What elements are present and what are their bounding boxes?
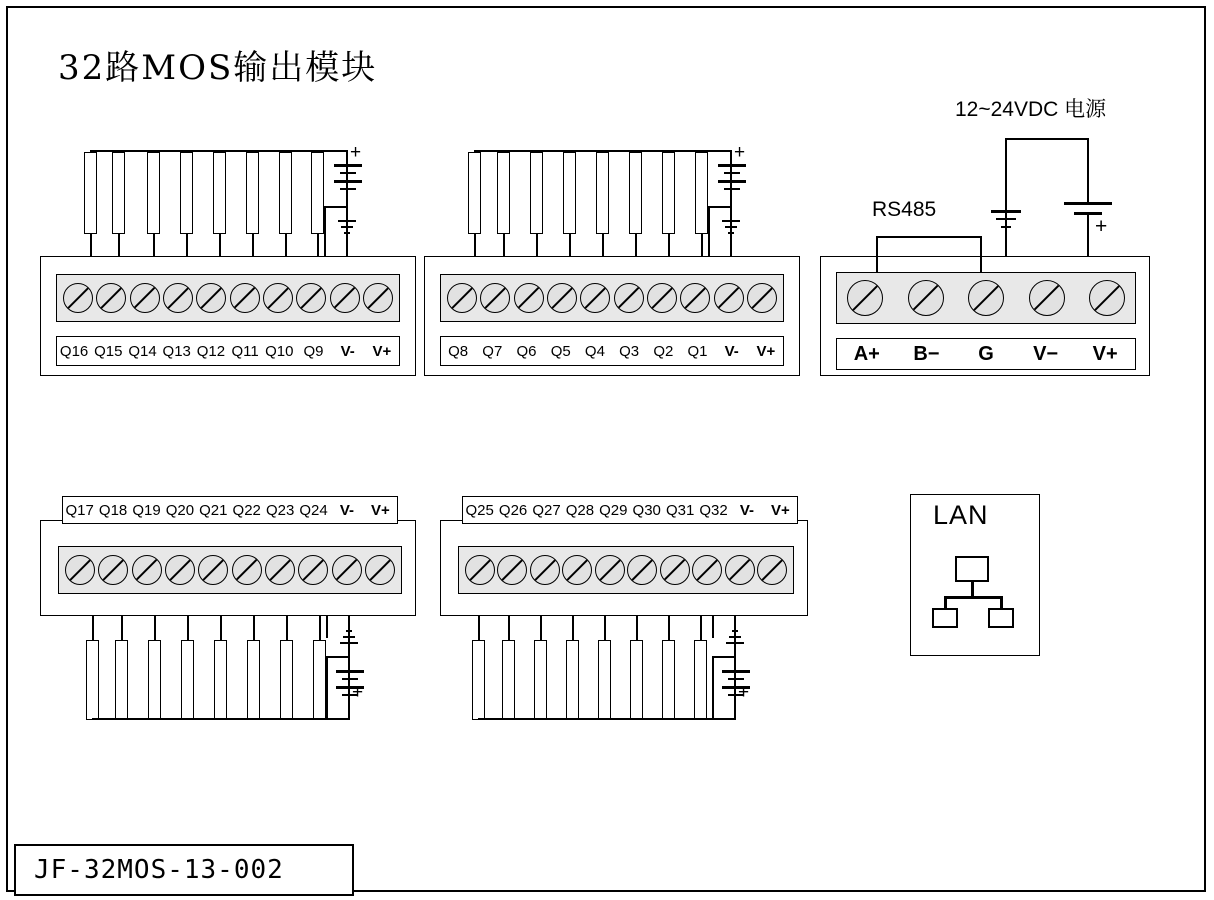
terminal-label: Q17 — [65, 501, 94, 519]
drop-wire — [118, 234, 120, 258]
load-lead — [180, 152, 193, 234]
load-lead — [468, 152, 481, 234]
load-lead — [534, 640, 547, 720]
terminal-label: Q13 — [162, 342, 191, 360]
bus-wire — [478, 718, 736, 720]
load-lead — [148, 640, 161, 720]
screw-row-q17-q24 — [58, 546, 402, 594]
screw-terminal[interactable] — [296, 283, 326, 313]
supply-wire — [730, 150, 732, 258]
terminal-labels-power-rs485 — [836, 338, 1136, 370]
drop-wire — [508, 616, 510, 640]
terminal-label: V- — [340, 342, 355, 360]
terminal-label: Q31 — [665, 501, 695, 519]
terminal-label: Q18 — [98, 501, 128, 519]
ground-icon — [996, 218, 1016, 220]
screw-terminal[interactable] — [714, 283, 744, 313]
terminal-label: Q19 — [132, 501, 161, 519]
screw-terminal[interactable] — [132, 555, 162, 585]
lan-label: LAN — [933, 500, 989, 530]
drop-wire — [252, 234, 254, 258]
load-lead — [662, 640, 675, 720]
screw-row-q16-q9 — [56, 274, 400, 322]
drop-wire — [92, 616, 94, 640]
terminal-labels-q17-q24 — [62, 496, 398, 524]
drop-wire — [876, 256, 878, 272]
screw-terminal[interactable] — [196, 283, 226, 313]
screw-terminal[interactable] — [968, 280, 1004, 316]
screw-terminal[interactable] — [647, 283, 677, 313]
network-icon-node — [988, 608, 1014, 628]
load-lead — [280, 640, 293, 720]
terminal-label: Q2 — [653, 342, 674, 360]
terminal-label: Q26 — [498, 501, 528, 519]
terminal-label: Q16 — [59, 342, 89, 360]
terminal-label: Q21 — [199, 501, 228, 519]
screw-terminal[interactable] — [65, 555, 95, 585]
drop-wire — [503, 234, 505, 258]
terminal-label: Q32 — [699, 501, 728, 519]
load-lead — [598, 640, 611, 720]
load-lead — [181, 640, 194, 720]
drop-wire — [90, 234, 92, 258]
ground-icon — [991, 210, 1021, 213]
load-lead — [247, 640, 260, 720]
drop-wire — [668, 616, 670, 640]
drop-wire — [636, 616, 638, 640]
screw-terminal[interactable] — [547, 283, 577, 313]
terminal-label: Q23 — [265, 501, 295, 519]
terminal-label: Q27 — [532, 501, 561, 519]
drop-wire — [635, 234, 637, 258]
terminal-labels-q8-q1 — [440, 336, 784, 366]
screw-terminal[interactable] — [363, 283, 393, 313]
supply-wire — [324, 234, 326, 258]
drop-wire — [219, 234, 221, 258]
load-lead — [246, 152, 259, 234]
terminal-label: V+ — [372, 342, 392, 360]
power-supply-symbol — [704, 142, 766, 260]
screw-row-q25-q32 — [458, 546, 794, 594]
drop-wire — [253, 616, 255, 640]
drop-wire — [187, 616, 189, 640]
power-supply-symbol — [320, 142, 382, 260]
supply-wire — [348, 616, 350, 720]
terminal-label: V+ — [1092, 342, 1118, 365]
terminal-label: V+ — [756, 342, 776, 360]
network-icon-node — [932, 608, 958, 628]
screw-row-q8-q1 — [440, 274, 784, 322]
load-lead — [214, 640, 227, 720]
load-lead — [472, 640, 485, 720]
screw-terminal[interactable] — [163, 283, 193, 313]
screw-terminal[interactable] — [263, 283, 293, 313]
load-lead — [530, 152, 543, 234]
rs485-label: RS485 — [872, 198, 937, 221]
network-icon-line — [944, 596, 947, 608]
bus-wire — [90, 150, 346, 152]
plus-sign: + — [1095, 215, 1108, 238]
supply-wire — [708, 234, 710, 258]
terminal-label: V− — [1033, 342, 1059, 365]
network-icon-line — [971, 582, 974, 596]
load-lead — [596, 152, 609, 234]
screw-terminal[interactable] — [96, 283, 126, 313]
screw-terminal[interactable] — [265, 555, 295, 585]
load-lead — [213, 152, 226, 234]
screw-terminal[interactable] — [332, 555, 362, 585]
rs485-bracket — [980, 236, 982, 258]
load-lead — [694, 640, 707, 720]
screw-terminal[interactable] — [757, 555, 787, 585]
terminal-label: Q4 — [584, 342, 605, 360]
power-supply-symbol — [322, 614, 384, 722]
terminal-label: V- — [339, 501, 355, 519]
screw-terminal[interactable] — [580, 283, 610, 313]
terminal-label: A+ — [853, 342, 880, 365]
drop-wire — [602, 234, 604, 258]
drop-wire — [474, 234, 476, 258]
screw-terminal[interactable] — [130, 283, 160, 313]
screw-terminal[interactable] — [63, 283, 93, 313]
drop-wire — [569, 234, 571, 258]
drop-wire — [121, 616, 123, 640]
network-icon-line — [1000, 596, 1003, 608]
drop-wire — [536, 234, 538, 258]
screw-terminal[interactable] — [447, 283, 477, 313]
rs485-bracket — [876, 236, 878, 258]
part-number-label: JF-32MOS-13-002 — [14, 844, 354, 896]
screw-terminal[interactable] — [692, 555, 722, 585]
terminal-label: Q20 — [165, 501, 195, 519]
screw-terminal[interactable] — [480, 283, 510, 313]
supply-wire — [326, 616, 328, 638]
load-lead — [497, 152, 510, 234]
screw-terminal[interactable] — [680, 283, 710, 313]
bus-wire — [474, 150, 730, 152]
terminal-label: Q11 — [231, 342, 259, 360]
screw-terminal[interactable] — [514, 283, 544, 313]
drop-wire — [186, 234, 188, 258]
plus-sign: + — [350, 142, 362, 163]
terminal-label: Q8 — [448, 342, 469, 360]
screw-terminal[interactable] — [98, 555, 128, 585]
plus-sign: + — [734, 142, 746, 163]
load-lead — [563, 152, 576, 234]
terminal-label: Q6 — [516, 342, 537, 360]
drop-wire — [319, 616, 321, 640]
screw-terminal[interactable] — [1089, 280, 1125, 316]
screw-terminal[interactable] — [562, 555, 592, 585]
terminal-label: Q5 — [550, 342, 571, 360]
supply-wire — [1005, 138, 1089, 140]
load-lead — [279, 152, 292, 234]
terminal-label: Q30 — [632, 501, 661, 519]
power-supply-symbol — [708, 614, 770, 722]
supply-wire — [712, 616, 714, 638]
network-icon-line — [944, 596, 1002, 599]
screw-row-power-rs485 — [836, 272, 1136, 324]
terminal-label: Q12 — [196, 342, 226, 360]
terminal-label: V+ — [370, 501, 390, 519]
load-lead — [84, 152, 97, 234]
terminal-label: Q3 — [619, 342, 640, 360]
network-icon-node — [955, 556, 989, 582]
terminal-label: V+ — [770, 501, 790, 519]
terminal-label: Q24 — [299, 501, 328, 519]
ground-lead — [1005, 226, 1007, 258]
plus-sign: + — [738, 682, 750, 703]
load-lead — [502, 640, 515, 720]
drop-wire — [700, 616, 702, 640]
load-lead — [566, 640, 579, 720]
screw-terminal[interactable] — [232, 555, 262, 585]
screw-terminal[interactable] — [298, 555, 328, 585]
rs485-bracket — [876, 236, 982, 238]
screw-terminal[interactable] — [725, 555, 755, 585]
terminal-label: Q25 — [465, 501, 494, 519]
drop-wire — [668, 234, 670, 258]
screw-terminal[interactable] — [365, 555, 395, 585]
drop-wire — [604, 616, 606, 640]
plus-sign: + — [352, 682, 364, 703]
supply-wire — [346, 150, 348, 258]
supply-wire — [1087, 138, 1089, 202]
drop-wire — [220, 616, 222, 640]
terminal-label: Q14 — [128, 342, 157, 360]
terminal-label: Q10 — [265, 342, 294, 360]
terminal-label: Q28 — [565, 501, 595, 519]
drop-wire — [540, 616, 542, 640]
load-lead — [147, 152, 160, 234]
drop-wire — [153, 234, 155, 258]
screw-terminal[interactable] — [847, 280, 883, 316]
terminal-labels-q25-q32 — [462, 496, 798, 524]
drop-wire — [286, 616, 288, 640]
drop-wire — [701, 234, 703, 258]
supply-wire — [734, 616, 736, 720]
drop-wire — [154, 616, 156, 640]
bus-wire — [92, 718, 350, 720]
terminal-label: Q9 — [303, 342, 324, 360]
terminal-label: G — [978, 342, 994, 365]
screw-terminal[interactable] — [497, 555, 527, 585]
screw-terminal[interactable] — [465, 555, 495, 585]
terminal-label: Q29 — [599, 501, 628, 519]
load-lead — [662, 152, 675, 234]
terminal-labels-q16-q9 — [56, 336, 400, 366]
power-supply-label: 12~24VDC 电源 — [955, 98, 1107, 121]
load-lead — [112, 152, 125, 234]
drop-wire — [572, 616, 574, 640]
screw-terminal[interactable] — [614, 283, 644, 313]
load-lead — [630, 640, 643, 720]
battery-plate — [1064, 202, 1112, 205]
drop-wire — [980, 256, 982, 272]
terminal-label: Q15 — [94, 342, 123, 360]
screw-terminal[interactable] — [747, 283, 777, 313]
drop-wire — [285, 234, 287, 258]
drop-wire — [317, 234, 319, 258]
drop-wire — [478, 616, 480, 640]
page-title: 32路MOS输出模块 — [58, 48, 378, 88]
terminal-label: B− — [913, 342, 940, 365]
screw-terminal[interactable] — [660, 555, 690, 585]
screw-terminal[interactable] — [330, 283, 360, 313]
screw-terminal[interactable] — [1029, 280, 1065, 316]
load-lead — [86, 640, 99, 720]
terminal-label: Q1 — [687, 342, 708, 360]
terminal-label: V- — [739, 501, 755, 519]
terminal-label: Q7 — [482, 342, 503, 360]
terminal-label: Q22 — [232, 501, 261, 519]
screw-terminal[interactable] — [595, 555, 625, 585]
screw-terminal[interactable] — [908, 280, 944, 316]
screw-terminal[interactable] — [165, 555, 195, 585]
screw-terminal[interactable] — [530, 555, 560, 585]
screw-terminal[interactable] — [230, 283, 260, 313]
screw-terminal[interactable] — [198, 555, 228, 585]
load-lead — [115, 640, 128, 720]
terminal-label: V- — [724, 342, 739, 360]
screw-terminal[interactable] — [627, 555, 657, 585]
battery-lead — [1087, 212, 1089, 258]
load-lead — [629, 152, 642, 234]
supply-wire — [1005, 138, 1007, 226]
